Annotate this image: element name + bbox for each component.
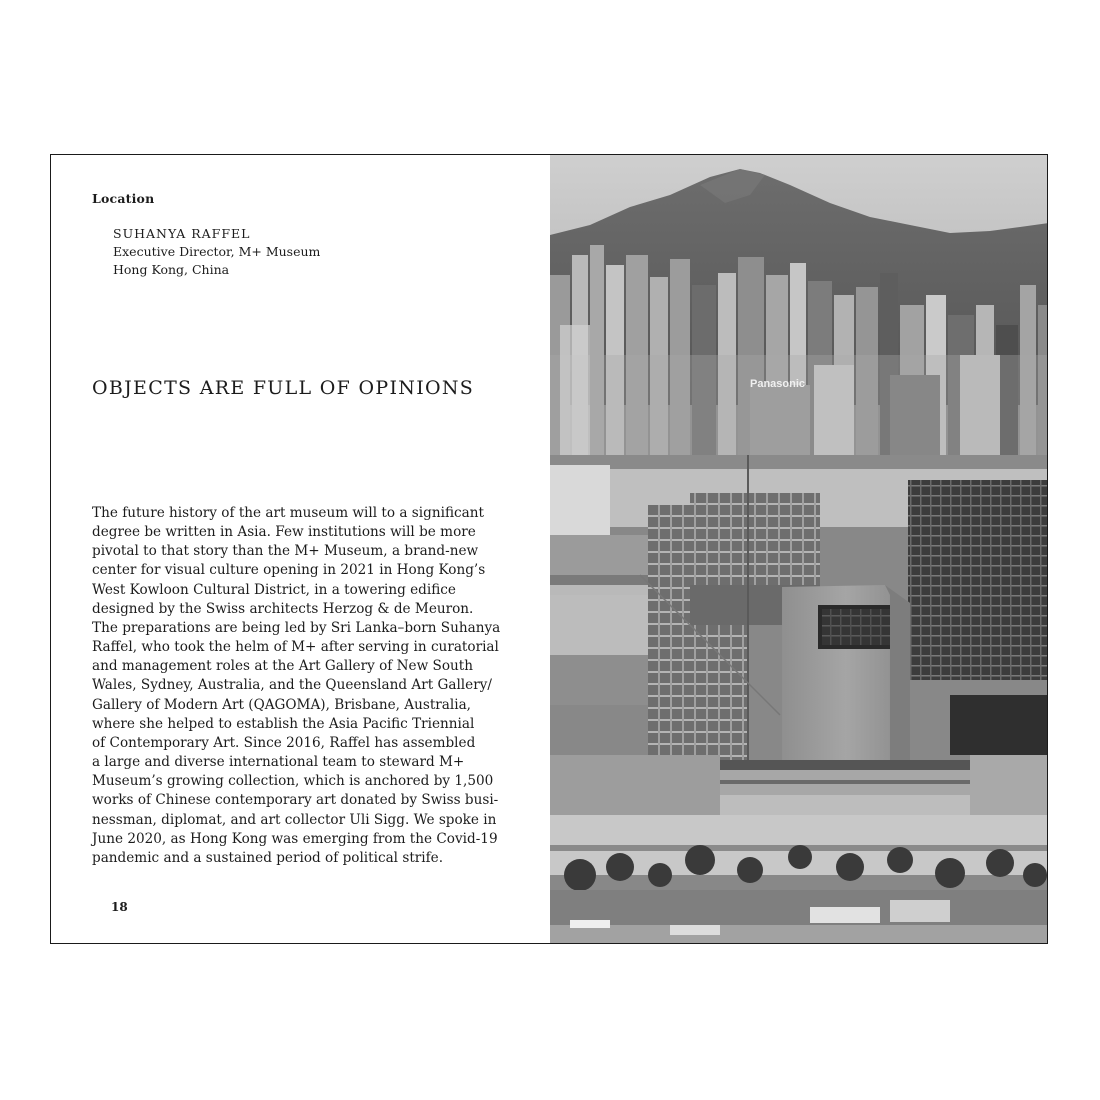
article-title: OBJECTS ARE FULL OF OPINIONS: [92, 377, 475, 399]
body-line: Wales, Sydney, Australia, and the Queensland Art Gallery/: [92, 677, 492, 694]
sign-text: Panasonic: [750, 378, 806, 390]
body-line: pivotal to that story than the M+ Museum, a brand-new: [92, 543, 479, 560]
section-label: Location: [92, 191, 155, 206]
body-line: Raffel, who took the helm of M+ after serving in curatorial: [92, 639, 499, 656]
body-line: designed by the Swiss architects Herzog & de Meuron.: [92, 600, 474, 617]
photo-illustration: [550, 155, 1048, 943]
author-role: Executive Director, M+ Museum: [113, 244, 321, 259]
body-line: Museum’s growing collection, which is anchored by 1,500: [92, 773, 494, 790]
body-line: Gallery of Modern Art (QAGOMA), Brisbane, Australia,: [92, 696, 472, 713]
body-line: West Kowloon Cultural District, in a towering edifice: [92, 581, 456, 598]
author-name: SUHANYA RAFFEL: [113, 226, 251, 241]
body-line: The preparations are being led by Sri Lanka–born Suhanya: [92, 619, 501, 636]
book-spread: [50, 154, 1048, 944]
author-place: Hong Kong, China: [113, 262, 230, 277]
scaffold-building: [908, 480, 1048, 680]
page-number: 18: [111, 900, 128, 914]
body-line: degree be written in Asia. Few institutions will be more: [92, 524, 476, 541]
left-page: [51, 155, 550, 943]
body-line: and management roles at the Art Gallery of New South: [92, 658, 474, 675]
body-line: center for visual culture opening in 2021 in Hong Kong’s: [92, 562, 486, 579]
author-block: [113, 225, 320, 279]
body-line: The future history of the art museum will to a significant: [92, 505, 484, 521]
body-line: of Contemporary Art. Since 2016, Raffel has assembled: [92, 734, 476, 751]
body-text: [92, 504, 512, 868]
body-line: a large and diverse international team to steward M+: [92, 754, 465, 771]
body-line: where she helped to establish the Asia Pacific Triennial: [92, 715, 475, 732]
body-line: pandemic and a sustained period of political strife.: [92, 849, 444, 866]
body-line: nessman, diplomat, and art collector Uli Sigg. We spoke in: [92, 811, 497, 828]
museum-photo: [550, 155, 1048, 943]
body-line: June 2020, as Hong Kong was emerging from the Covid-19: [92, 830, 498, 847]
body-line: works of Chinese contemporary art donated by Swiss busi-: [92, 792, 499, 809]
